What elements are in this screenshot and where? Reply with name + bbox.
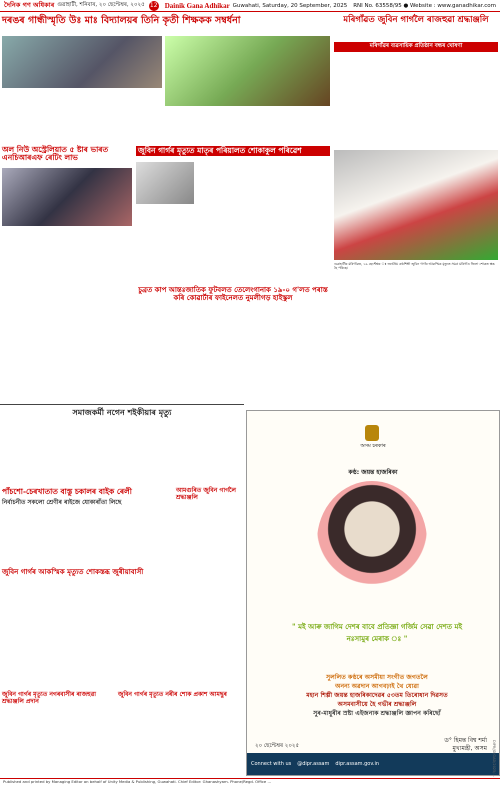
photo-university xyxy=(2,168,132,226)
zubeen-tribute-body xyxy=(334,54,498,146)
zubeen-family-body xyxy=(196,162,330,282)
sudden-death-headline: জুবিন গাৰ্গৰ আকস্মিক মৃত্যুত শোকস্তব্ধ জুৰীয়াবাসী xyxy=(2,567,144,576)
ad-line3: মহান শিল্পী জয়ন্ত হাজৰিকাদেৱৰ ৫৩তম তিৰোধান দিৱসত xyxy=(306,692,448,699)
ad-date: ২০ ছেপ্টেম্বৰ ২০২৫ xyxy=(255,743,300,749)
last-headline-left: জুবিন গাৰ্গৰ মৃত্যুত নগৰবাসীৰ ৰাজহুৱা শ্ৰদ্ধাঞ্জলি প্ৰদান xyxy=(2,691,97,705)
obituary-headline: সমাজকৰ্মী নগেন শইকীয়াৰ মৃত্যু xyxy=(72,407,172,417)
sudden-death-body xyxy=(2,582,172,688)
obituary-body xyxy=(2,424,242,484)
university-headline: অল নিউ অস্ট্ৰেলিয়াত ৫ ষ্টাৰ ভাৰত এনচিআৰএফ ৰেটিং লাভ xyxy=(2,145,109,163)
page-number: 12 xyxy=(149,2,158,9)
footer-imprint: Published and printed by Managing Editor on behalf of Unity Media & Publishing, Guwahati. Chief Editor: Ghanashyam. Phone/Regd. Office ... xyxy=(0,778,500,796)
photo-felicitation xyxy=(2,36,162,88)
ad-quote: " মই আৰু জাগিম দেশৰ বাবে প্ৰতিজ্ঞা গৰ্জিম সেৱা দেশত মই নঃসামুৰ মেৰাক ঃ " xyxy=(292,622,462,643)
ad-lines xyxy=(267,673,487,718)
ad-footer xyxy=(247,753,499,775)
university-body xyxy=(2,230,132,398)
tribute-photo-caption: গুৱাহাটীৰ মৰিগাঁৱত, ১৯ ছেপ্টেম্বৰ ঃ জনপ্ৰিয় কণ্ঠশিল্পী জুবিন গাৰ্গৰ আকস্মিক মৃত্যুত সমগ্ৰ মৰিগাঁও জিলা শোকত স্তব্ধ হৈ পৰিছে। xyxy=(334,262,495,271)
signature-name: ড° হিমন্ত বিশ্ব শৰ্মা xyxy=(444,737,487,744)
paper-name-assamese: দৈনিক গণ অধিকাৰ xyxy=(4,1,55,9)
tribute-col-body xyxy=(176,512,244,692)
reg-and-site: RNI No. 63558/95 ● Website : www.ganadhikar.com xyxy=(353,2,496,9)
photo-family xyxy=(136,162,194,204)
zubeen-tribute-headline: মৰিগাঁৱত জুবিন গাৰ্গলৈ ৰাজহুৱা শ্ৰদ্ধাঞ্জলি xyxy=(343,15,489,25)
photo-tribute xyxy=(334,150,498,260)
handle[interactable]: @dipr.assam xyxy=(297,761,330,767)
football-body xyxy=(136,312,330,404)
bike-theft-headline: পাঁচশো-চেৰখাতাত বাস্তু চকালৰ বাইক ৰেলী xyxy=(2,487,132,496)
signature-title: মুখ্যমন্ত্ৰী, অসম xyxy=(452,745,487,752)
lead-body xyxy=(2,92,162,140)
advertisement-tribute xyxy=(246,410,500,776)
zubeen-tribute-sub: মৰিগাঁৱৰ ব্যৱসায়িক প্ৰতিষ্ঠান বন্ধৰ ঘোষণা xyxy=(334,42,498,52)
last-headline-right: জুবিন গাৰ্গৰ মৃত্যুত নৰীৰ শোক প্ৰকাশ আমছুৰ xyxy=(118,691,227,698)
ad-line5: সুৰ-মাধুৰীৰ স্ৰষ্টা এইজনাক শ্ৰদ্ধাঞ্জলি জ্ঞাপন কৰিছোঁ xyxy=(313,710,441,717)
ad-line1: সুললিত কণ্ঠৰে অসমীয়া সংগীত জগতলৈ xyxy=(326,674,428,681)
gathering-headline: নিৰ্বাচনীত সকলো শ্ৰেণীৰ ৰাইজে যোকাৰাঁতা লিছে xyxy=(2,499,122,506)
ad-code: DIPR/JD/GAD/2025/... xyxy=(492,740,496,777)
emblem-icon xyxy=(365,425,379,441)
site[interactable]: dipr.assam.gov.in xyxy=(335,761,380,767)
bike-theft-body xyxy=(2,520,172,564)
portrait xyxy=(317,481,427,601)
masthead-bar xyxy=(0,0,500,12)
ad-dept: অসম চৰকাৰ xyxy=(360,443,386,449)
date-assamese: গুৱাহাটী, শনিবাৰ, ২০ ছেপ্টেম্বৰ, ২০২৫ xyxy=(57,1,145,8)
lead-headline: দৰঙৰ গান্ধীস্মৃতি উঃ মাঃ বিদ্যালয়ৰ তিনি কৃতী শিক্ষকক সম্বৰ্ধনা xyxy=(2,15,241,26)
divider xyxy=(0,404,244,405)
ad-signature xyxy=(444,737,487,753)
last-body-left xyxy=(2,708,114,774)
zubeen-family-headline: জুবিন গাৰ্গৰ মৃত্যুত মাতৃৰ পৰিয়ালত শোকাকুল পৰিৱেশ xyxy=(136,146,330,156)
ad-line2: অনন্য অৱদান আগবঢ়াই থৈ যোৱা xyxy=(335,683,419,690)
football-headline: চুব্ৰত কাপ আন্তঃজাতিক ফুটবলত তেলেংগানাক ১৯-০ গ'লত পৰাস্ত কৰি কোৱাৰ্টাৰ ফাইনেলত নুমলীগড় হাইস্কুল xyxy=(138,285,328,302)
city-date-english: Guwahati, Saturday, 20 September, 2025 xyxy=(232,2,348,9)
connect-label: Connect with us xyxy=(251,761,292,767)
lead-body-2 xyxy=(166,110,330,140)
tribute-col-headline: আমগুৰিত জুবিন গাৰ্গলৈ শ্ৰদ্ধাঞ্জলি xyxy=(176,487,237,501)
ad-poet: কণ্ঠ: জয়ন্ত হাজৰিকা xyxy=(348,469,398,476)
ad-line4: অসমবাসীয়ে হৈ গভীৰ শ্ৰদ্ধাঞ্জলি xyxy=(337,701,417,708)
paper-name-english: Dainik Gana Adhikar xyxy=(164,1,230,10)
last-body-right xyxy=(118,708,244,774)
photo-award xyxy=(165,36,330,106)
